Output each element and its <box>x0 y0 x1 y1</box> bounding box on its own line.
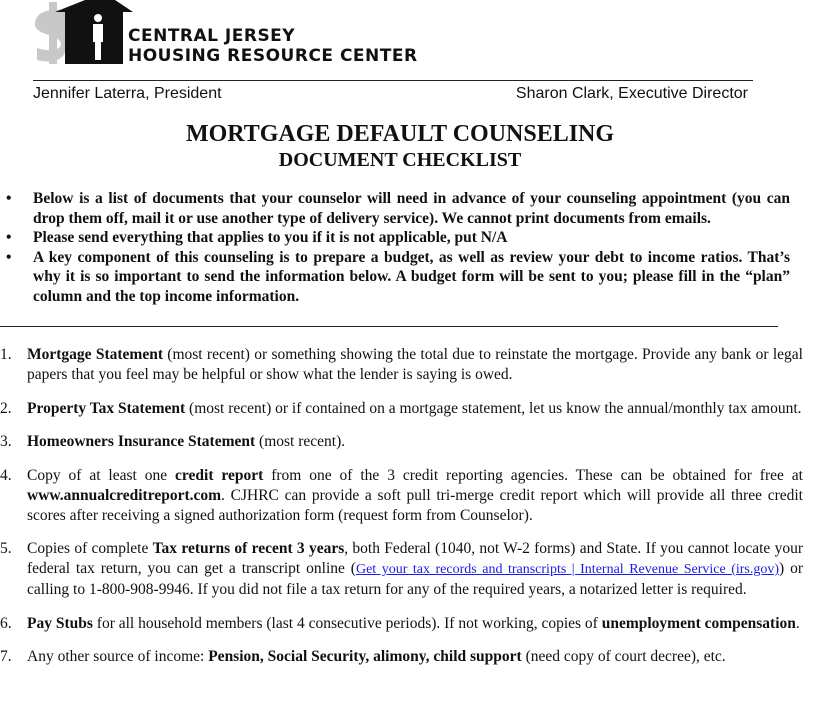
section-divider <box>0 326 778 327</box>
item-text: (most recent) or something showing the total due to reinstate the mortgage. Provide any bank or legal papers that you feel may be helpful or show what the lender is saying is owed. <box>27 346 803 383</box>
item-keyword: unemployment compensation <box>601 614 796 632</box>
checklist-item <box>0 345 803 385</box>
bullet-icon: • <box>6 248 12 266</box>
item-text: (most recent) or if contained on a mortgage statement, let us know the annual/monthly tax amount. <box>185 399 802 417</box>
item-keyword: Tax returns of recent 3 years <box>152 540 345 557</box>
item-text: , both Federal (1040, not W-2 forms) and State. If you cannot locate your federal tax return, you can get a transcript online ( <box>27 540 804 577</box>
item-number: 6. <box>0 614 12 632</box>
item-keyword: Mortgage Statement <box>27 346 163 363</box>
item-text: (most recent). <box>255 433 346 450</box>
irs-transcript-link[interactable]: Get your tax records and transcripts | Internal Revenue Service (irs.gov) <box>355 562 780 577</box>
bullet-icon: • <box>6 190 12 207</box>
item-keyword: Property Tax Statement <box>27 399 186 417</box>
item-number: 7. <box>0 648 12 665</box>
item-number: 4. <box>0 466 12 484</box>
document-checklist <box>0 345 803 681</box>
item-text: . CJHRC can provide a soft pull tri-merge credit report which will provide all three credit scores after receiving a signed authorization form (request form from Counselor). <box>27 486 803 524</box>
item-text: ) or calling to 1-800-908-9946. If you did not file a tax return for any of the required years, a notarized letter is required. <box>27 560 804 598</box>
item-text: Copies of complete <box>27 540 153 557</box>
item-keyword: Pay Stubs <box>27 614 93 632</box>
officers <box>33 85 748 103</box>
checklist-item <box>0 399 803 419</box>
instructions-list <box>0 189 790 306</box>
instruction-text: Please send everything that applies to you if it is not applicable, put N/A <box>33 229 508 246</box>
checklist-item <box>0 432 803 452</box>
item-text: for all household members (last 4 consecutive periods). If not working, copies of <box>92 614 602 632</box>
org-name-line2: HOUSING RESOURCE CENTER <box>128 46 418 66</box>
organization-logo <box>35 0 135 64</box>
checklist-item <box>0 647 803 667</box>
org-name-line1: CENTRAL JERSEY <box>128 26 296 46</box>
item-number: 5. <box>0 540 12 557</box>
organization-name <box>128 26 418 66</box>
item-number: 3. <box>0 433 12 450</box>
item-text: Any other source of income: <box>27 648 209 665</box>
item-keyword: credit report <box>175 466 264 484</box>
page-title: MORTGAGE DEFAULT COUNSELING <box>185 121 615 147</box>
instruction-text: A key component of this counseling is to prepare a budget, as well as review your debt to income ratios. That’s why it is so important to send the information below. A budget form will be sent to you; please fill in the “plan” column and the top income information. <box>33 248 790 305</box>
item-text: (need copy of court decree), etc. <box>521 648 726 665</box>
item-number: 1. <box>0 346 12 363</box>
item-text: from one of the 3 credit reporting agencies. These can be obtained for free at <box>263 466 803 484</box>
director-name: Sharon Clark, Executive Director <box>515 85 748 102</box>
item-keyword: Pension, Social Security, alimony, child support <box>208 648 522 665</box>
item-keyword: www.annualcreditreport.com <box>27 486 222 504</box>
checklist-item <box>0 614 803 634</box>
checklist-item <box>0 539 803 600</box>
checklist-item <box>0 466 803 526</box>
item-keyword: Homeowners Insurance Statement <box>27 433 256 450</box>
instruction-bullet <box>0 189 790 228</box>
bullet-icon: • <box>6 229 12 246</box>
item-text: Copy of at least one <box>27 466 176 484</box>
item-text: . <box>795 614 800 632</box>
instruction-bullet <box>0 248 790 307</box>
president-name: Jennifer Laterra, President <box>33 85 222 102</box>
instruction-text: Below is a list of documents that your counselor will need in advance of your counseling appointment (you can drop them off, mail it or use another type of delivery service). We cannot print documents from emails. <box>33 190 790 227</box>
page-subtitle: DOCUMENT CHECKLIST <box>278 149 522 171</box>
instruction-bullet <box>0 228 790 248</box>
item-number: 2. <box>0 399 12 417</box>
header-divider <box>33 80 753 81</box>
